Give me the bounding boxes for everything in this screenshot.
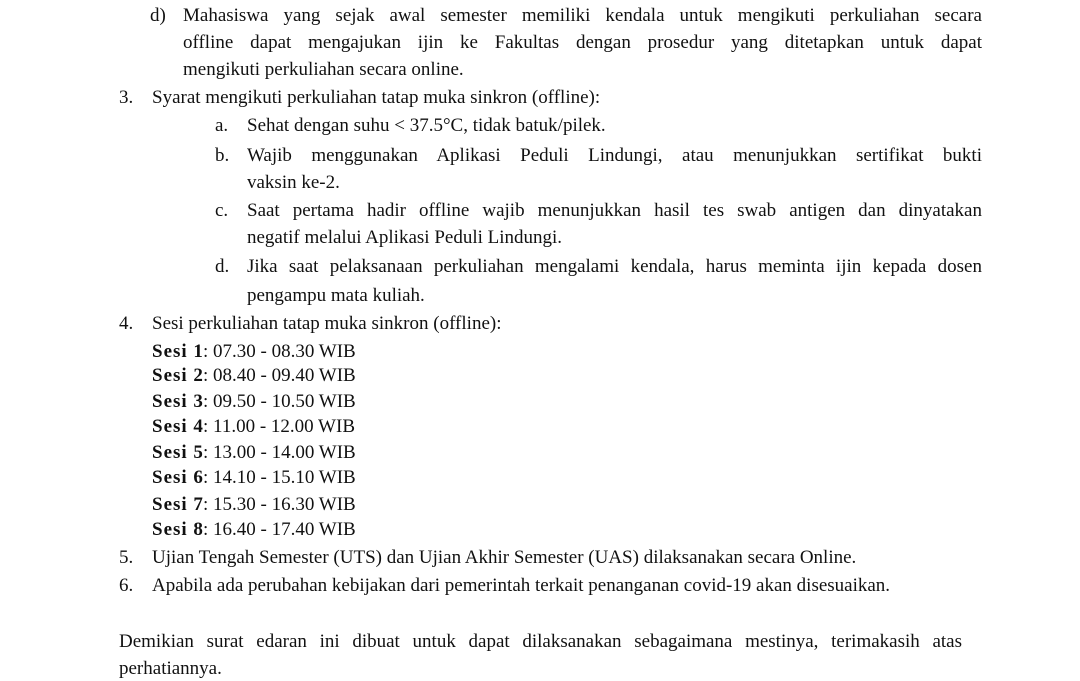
item-3d-marker: d. — [215, 256, 230, 277]
session-time: : 07.30 - 08.30 WIB — [203, 341, 356, 362]
session-time: : 13.00 - 14.00 WIB — [203, 442, 356, 463]
session-time: : 11.00 - 12.00 WIB — [203, 416, 355, 437]
item-d-line-1: Mahasiswa yang sejak awal semester memiliki kendala untuk mengikuti perkuliahan secara — [183, 5, 982, 26]
session-time: : 09.50 - 10.50 WIB — [203, 391, 356, 412]
closing-line-2: perhatiannya. — [119, 658, 222, 679]
item-3b-line-1: Wajib menggunakan Aplikasi Peduli Lindungi, atau menunjukkan sertifikat bukti — [247, 145, 982, 166]
session-time: : 15.30 - 16.30 WIB — [203, 494, 356, 515]
session-label: Sesi 7 — [152, 494, 204, 515]
item-5-marker: 5. — [119, 547, 134, 568]
item-4-marker: 4. — [119, 313, 134, 334]
item-d-marker: d) — [150, 5, 166, 26]
item-4-text: Sesi perkuliahan tatap muka sinkron (offline): — [152, 313, 502, 334]
item-3-marker: 3. — [119, 87, 134, 108]
closing-line-1: Demikian surat edaran ini dibuat untuk dapat dilaksanakan sebagaimana mestinya, terimakasih atas — [119, 631, 962, 652]
session-label: Sesi 1 — [152, 341, 204, 362]
item-3c-line-1: Saat pertama hadir offline wajib menunjukkan hasil tes swab antigen dan dinyatakan — [247, 200, 982, 221]
item-3d-line-2: pengampu mata kuliah. — [247, 285, 425, 306]
session-label: Sesi 3 — [152, 391, 204, 412]
item-5-text: Ujian Tengah Semester (UTS) dan Ujian Akhir Semester (UAS) dilaksanakan secara Online. — [152, 547, 857, 568]
session-time: : 14.10 - 15.10 WIB — [203, 467, 356, 488]
item-3a-marker: a. — [215, 115, 229, 136]
session-label: Sesi 8 — [152, 519, 204, 540]
session-label: Sesi 2 — [152, 365, 204, 386]
item-3a-line-1: Sehat dengan suhu < 37.5°C, tidak batuk/pilek. — [247, 115, 606, 136]
item-3d-line-1: Jika saat pelaksanaan perkuliahan mengalami kendala, harus meminta ijin kepada dosen — [247, 256, 982, 277]
item-d-line-2: offline dapat mengajukan ijin ke Fakultas dengan prosedur yang ditetapkan untuk dapat — [183, 32, 982, 53]
session-time: : 16.40 - 17.40 WIB — [203, 519, 356, 540]
item-d-line-3: mengikuti perkuliahan secara online. — [183, 59, 464, 80]
item-3c-line-2: negatif melalui Aplikasi Peduli Lindungi. — [247, 227, 563, 248]
item-3-text: Syarat mengikuti perkuliahan tatap muka sinkron (offline): — [152, 87, 601, 108]
session-label: Sesi 4 — [152, 416, 204, 437]
item-6-text: Apabila ada perubahan kebijakan dari pemerintah terkait penanganan covid-19 akan disesuaikan. — [152, 575, 891, 596]
item-3c-marker: c. — [215, 200, 229, 221]
session-label: Sesi 5 — [152, 442, 204, 463]
session-label: Sesi 6 — [152, 467, 204, 488]
item-3b-marker: b. — [215, 145, 230, 166]
item-3b-line-2: vaksin ke-2. — [247, 172, 340, 193]
session-time: : 08.40 - 09.40 WIB — [203, 365, 356, 386]
item-6-marker: 6. — [119, 575, 134, 596]
